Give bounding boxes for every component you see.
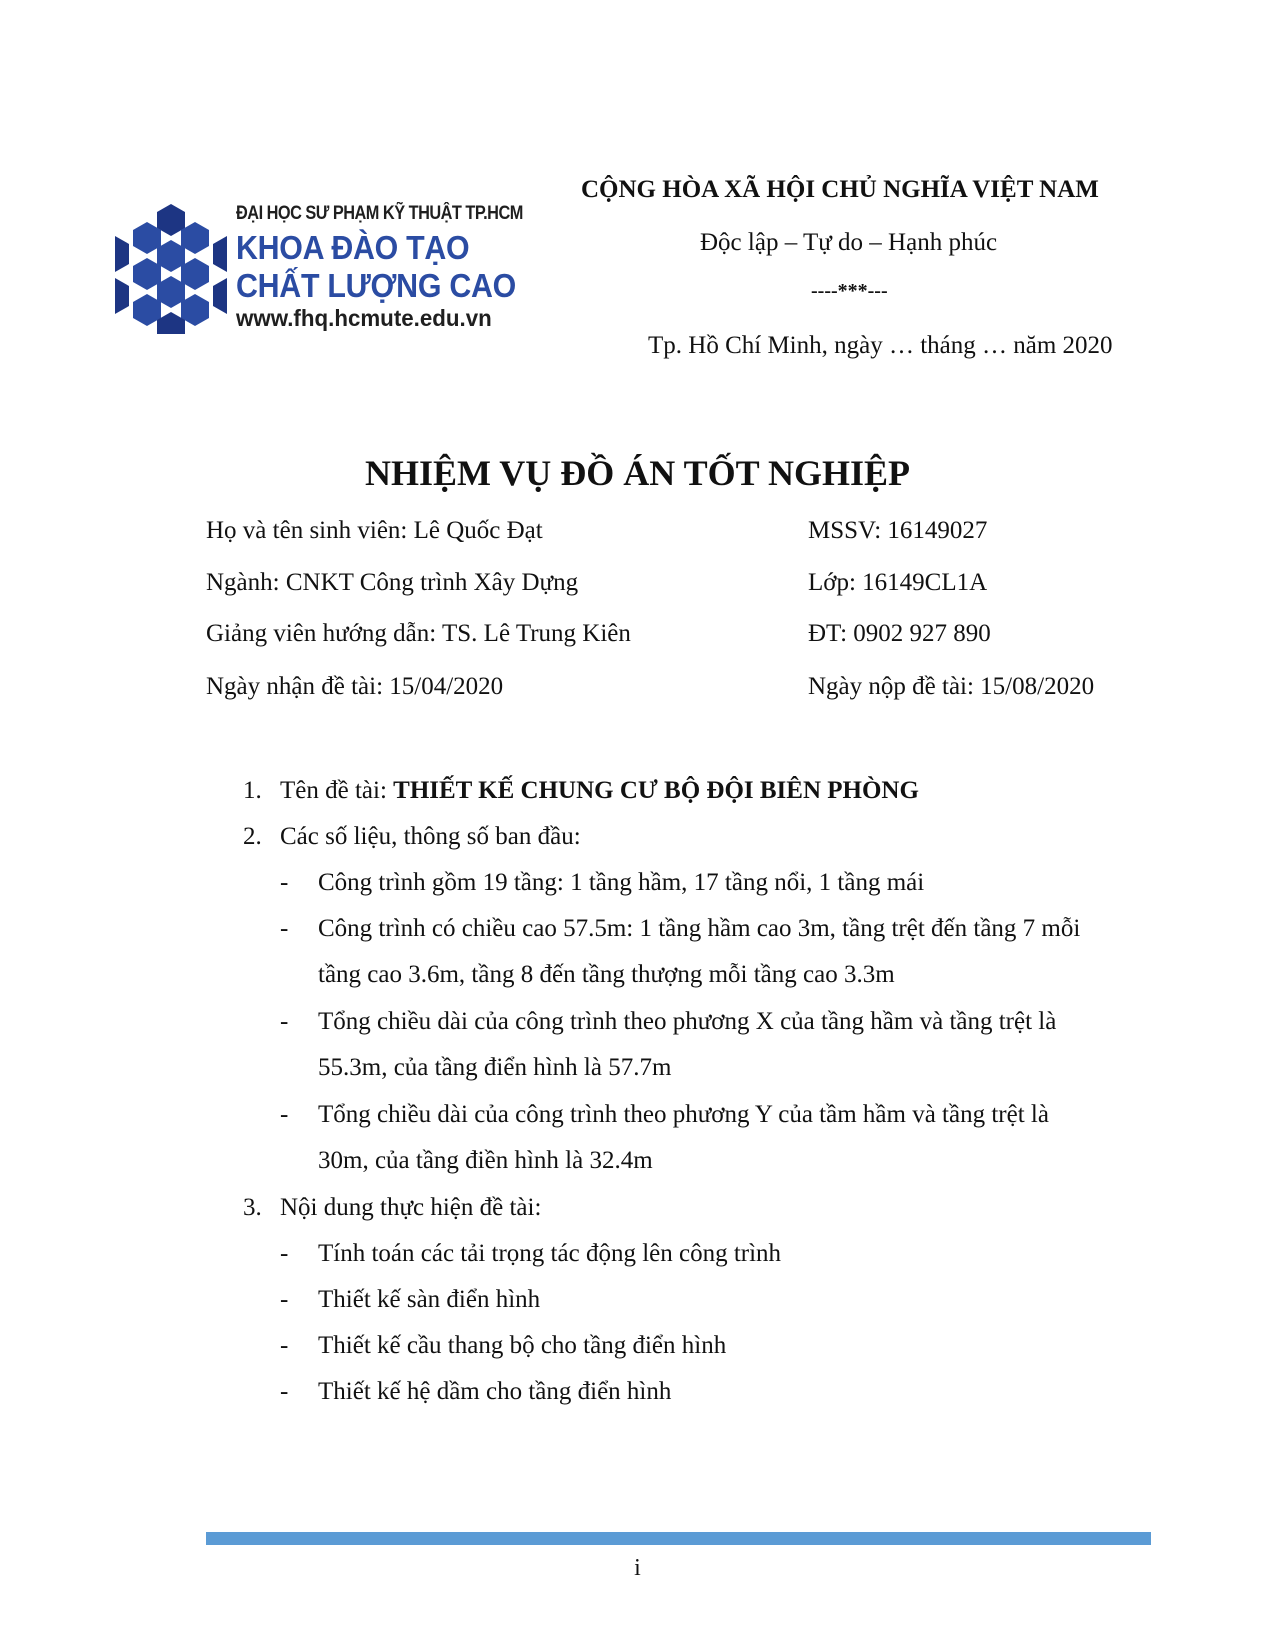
list-item: Công trình gồm 19 tầng: 1 tầng hầm, 17 tầng nổi, 1 tầng mái — [318, 869, 925, 896]
list-item-continuation: 30m, của tầng điền hình là 32.4m — [318, 1147, 653, 1174]
section-label: Các số liệu, thông số ban đầu: — [280, 823, 581, 850]
section-number: 1. — [243, 777, 262, 804]
received-date: Ngày nhận đề tài: 15/04/2020 — [206, 673, 504, 700]
topic-title: THIẾT KẾ CHUNG CƯ BỘ ĐỘI BIÊN PHÒNG — [393, 777, 919, 804]
bullet-dash: - — [280, 1332, 289, 1359]
header-separator: ----***--- — [811, 280, 888, 302]
nation-heading: CỘNG HÒA XÃ HỘI CHỦ NGHĨA VIỆT NAM — [581, 176, 1099, 203]
topic-label: Tên đề tài: — [280, 777, 394, 804]
logo-faculty-line1: KHOA ĐÀO TẠO — [236, 229, 470, 266]
list-item: Thiết kế cầu thang bộ cho tầng điển hình — [318, 1332, 727, 1359]
hexagon-cluster-logo-icon — [113, 202, 229, 334]
bullet-dash: - — [280, 1378, 289, 1405]
footer-rule — [206, 1532, 1151, 1545]
section-number: 3. — [243, 1194, 262, 1221]
logo-website: www.fhq.hcmute.edu.vn — [236, 305, 492, 331]
list-item: Thiết kế hệ dầm cho tầng điển hình — [318, 1378, 672, 1405]
student-name: Họ và tên sinh viên: Lê Quốc Đạt — [206, 517, 543, 544]
national-motto: Độc lập – Tự do – Hạnh phúc — [700, 229, 998, 256]
bullet-dash: - — [280, 869, 289, 896]
section-label: Nội dung thực hiện đề tài: — [280, 1194, 542, 1221]
bullet-dash: - — [280, 1240, 289, 1267]
list-item: Tính toán các tải trọng tác động lên công trình — [318, 1240, 782, 1267]
student-id: MSSV: 16149027 — [808, 517, 988, 544]
section-number: 2. — [243, 823, 262, 850]
logo-faculty-line2: CHẤT LƯỢNG CAO — [236, 267, 516, 304]
submit-date: Ngày nộp đề tài: 15/08/2020 — [808, 673, 1095, 700]
bullet-dash: - — [280, 1286, 289, 1313]
list-item-continuation: tầng cao 3.6m, tầng 8 đến tầng thượng mỗi tầng cao 3.3m — [318, 961, 895, 988]
list-item: Tổng chiều dài của công trình theo phương Y của tầm hầm và tầng trệt là — [318, 1101, 1049, 1128]
section-topic — [280, 777, 919, 805]
list-item-continuation: 55.3m, của tầng điển hình là 57.7m — [318, 1054, 672, 1081]
list-item: Công trình có chiều cao 57.5m: 1 tầng hầm cao 3m, tầng trệt đến tầng 7 mỗi — [318, 915, 1081, 942]
document-title: NHIỆM VỤ ĐỒ ÁN TỐT NGHIỆP — [364, 453, 911, 493]
list-item: Thiết kế sàn điển hình — [318, 1286, 541, 1313]
logo-university-name: ĐẠI HỌC SƯ PHẠM KỸ THUẬT TP.HCM — [236, 203, 523, 224]
bullet-dash: - — [280, 1101, 289, 1128]
bullet-dash: - — [280, 915, 289, 942]
place-date: Tp. Hồ Chí Minh, ngày … tháng … năm 2020 — [648, 332, 1113, 359]
class: Lớp: 16149CL1A — [808, 569, 988, 596]
phone: ĐT: 0902 927 890 — [808, 620, 991, 647]
list-item: Tổng chiều dài của công trình theo phương X của tầng hầm và tầng trệt là — [318, 1008, 1057, 1035]
major: Ngành: CNKT Công trình Xây Dựng — [206, 569, 579, 596]
page-number: i — [634, 1555, 641, 1581]
advisor: Giảng viên hướng dẫn: TS. Lê Trung Kiên — [206, 620, 631, 647]
bullet-dash: - — [280, 1008, 289, 1035]
